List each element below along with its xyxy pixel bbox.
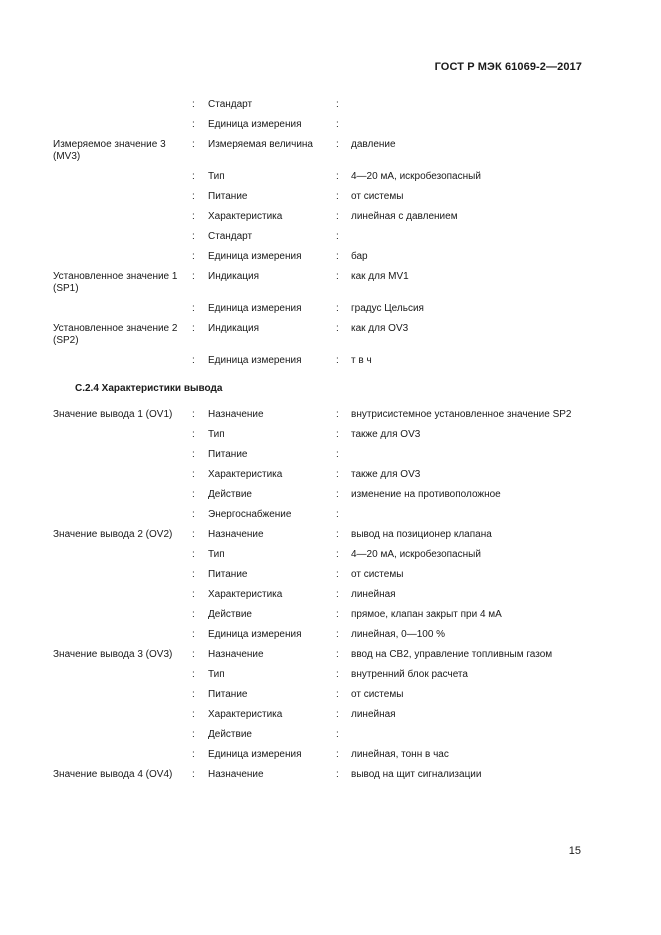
spec-row <box>53 627 593 647</box>
row-group-label <box>53 727 192 747</box>
row-group-label <box>53 427 192 447</box>
colon-separator: : <box>192 231 195 242</box>
row-parameter: Назначение <box>208 649 264 660</box>
row-value: 4—20 мА, искробезопасный <box>351 549 481 560</box>
spec-row <box>53 117 593 137</box>
colon-separator: : <box>192 119 195 130</box>
row-value: линейная <box>351 589 396 600</box>
row-parameter: Единица измерения <box>208 119 302 130</box>
row-value: давление <box>351 139 396 150</box>
row-parameter: Единица измерения <box>208 251 302 262</box>
colon-separator: : <box>192 749 195 760</box>
row-value <box>351 97 593 117</box>
row-value: т в ч <box>351 355 372 366</box>
spec-table <box>53 97 593 787</box>
row-group-label: Установленное значение 2 (SP2) <box>53 323 178 346</box>
row-parameter: Тип <box>208 669 225 680</box>
colon-separator: : <box>192 303 195 314</box>
row-value: внутрисистемное установленное значение SP2 <box>351 409 572 420</box>
row-value: также для OV3 <box>351 429 421 440</box>
row-parameter: Характеристика <box>208 211 283 222</box>
row-group-label <box>53 687 192 707</box>
row-value <box>351 229 593 249</box>
colon-separator: : <box>336 469 339 480</box>
row-group-label <box>53 467 192 487</box>
row-group-label <box>53 487 192 507</box>
spec-row <box>53 507 593 527</box>
spec-content <box>53 97 593 787</box>
row-group-label <box>53 97 192 117</box>
row-parameter: Индикация <box>208 323 260 334</box>
row-parameter: Энергоснабжение <box>208 509 292 520</box>
colon-separator: : <box>336 99 339 110</box>
spec-row <box>53 467 593 487</box>
colon-separator: : <box>192 191 195 202</box>
row-parameter: Назначение <box>208 409 264 420</box>
row-parameter: Действие <box>208 609 252 620</box>
spec-row <box>53 747 593 767</box>
colon-separator: : <box>336 231 339 242</box>
page-number: 15 <box>568 845 581 857</box>
colon-separator: : <box>192 271 195 282</box>
row-group-label: Измеряемое значение 3 (MV3) <box>53 139 166 162</box>
row-value <box>351 507 593 527</box>
row-parameter: Действие <box>208 729 252 740</box>
row-parameter: Единица измерения <box>208 355 302 366</box>
colon-separator: : <box>336 729 339 740</box>
row-value: бар <box>351 251 368 262</box>
colon-separator: : <box>336 529 339 540</box>
colon-separator: : <box>336 191 339 202</box>
spec-row <box>53 353 593 373</box>
row-parameter: Единица измерения <box>208 303 302 314</box>
colon-separator: : <box>192 529 195 540</box>
row-group-label <box>53 507 192 527</box>
row-group-label <box>53 353 192 373</box>
row-group-label <box>53 209 192 229</box>
colon-separator: : <box>192 709 195 720</box>
row-value: как для MV1 <box>351 271 409 282</box>
spec-row <box>53 269 593 301</box>
spec-row <box>53 727 593 747</box>
colon-separator: : <box>336 549 339 560</box>
row-value: от системы <box>351 191 404 202</box>
colon-separator: : <box>336 211 339 222</box>
colon-separator: : <box>192 629 195 640</box>
row-parameter: Назначение <box>208 529 264 540</box>
row-value: внутренний блок расчета <box>351 669 468 680</box>
colon-separator: : <box>336 709 339 720</box>
row-value: линейная, тонн в час <box>351 749 449 760</box>
spec-row <box>53 587 593 607</box>
row-value: как для OV3 <box>351 323 409 334</box>
spec-row <box>53 607 593 627</box>
colon-separator: : <box>336 749 339 760</box>
row-group-label <box>53 547 192 567</box>
spec-row <box>53 767 593 787</box>
row-value <box>351 447 593 467</box>
colon-separator: : <box>192 649 195 660</box>
row-parameter: Тип <box>208 549 225 560</box>
row-value: изменение на противоположное <box>351 489 501 500</box>
row-parameter: Характеристика <box>208 709 283 720</box>
document-header: ГОСТ Р МЭК 61069-2—2017 <box>434 61 582 73</box>
spec-row <box>53 687 593 707</box>
colon-separator: : <box>192 569 195 580</box>
row-value: линейная <box>351 709 396 720</box>
spec-row <box>53 567 593 587</box>
colon-separator: : <box>336 609 339 620</box>
row-parameter: Измеряемая величина <box>208 139 313 150</box>
colon-separator: : <box>336 429 339 440</box>
colon-separator: : <box>192 589 195 600</box>
colon-separator: : <box>336 119 339 130</box>
row-parameter: Питание <box>208 191 248 202</box>
row-group-label <box>53 667 192 687</box>
colon-separator: : <box>192 251 195 262</box>
colon-separator: : <box>336 509 339 520</box>
row-value <box>351 117 593 137</box>
colon-separator: : <box>336 449 339 460</box>
colon-separator: : <box>192 139 195 150</box>
spec-row <box>53 447 593 467</box>
row-group-label: Значение вывода 2 (OV2) <box>53 529 173 540</box>
row-group-label <box>53 249 192 269</box>
row-parameter: Питание <box>208 569 248 580</box>
spec-row <box>53 647 593 667</box>
spec-table-top <box>53 97 593 373</box>
spec-row <box>53 487 593 507</box>
colon-separator: : <box>336 489 339 500</box>
colon-separator: : <box>336 271 339 282</box>
row-group-label <box>53 189 192 209</box>
colon-separator: : <box>192 689 195 700</box>
colon-separator: : <box>336 769 339 780</box>
colon-separator: : <box>336 355 339 366</box>
row-value: также для OV3 <box>351 469 421 480</box>
row-group-label <box>53 117 192 137</box>
row-group-label: Значение вывода 1 (OV1) <box>53 409 173 420</box>
row-parameter: Стандарт <box>208 99 253 110</box>
row-group-label <box>53 627 192 647</box>
row-group-label <box>53 229 192 249</box>
colon-separator: : <box>192 549 195 560</box>
row-value: линейная, 0—100 % <box>351 629 446 640</box>
spec-row <box>53 301 593 321</box>
colon-separator: : <box>192 509 195 520</box>
row-value: линейная с давлением <box>351 211 458 222</box>
row-group-label <box>53 567 192 587</box>
colon-separator: : <box>192 469 195 480</box>
row-parameter: Индикация <box>208 271 260 282</box>
row-value: прямое, клапан закрыт при 4 мА <box>351 609 502 620</box>
colon-separator: : <box>192 449 195 460</box>
spec-row <box>53 169 593 189</box>
spec-row <box>53 667 593 687</box>
colon-separator: : <box>192 729 195 740</box>
colon-separator: : <box>336 669 339 680</box>
colon-separator: : <box>192 769 195 780</box>
row-group-label <box>53 447 192 467</box>
colon-separator: : <box>336 323 339 334</box>
spec-row <box>53 97 593 117</box>
row-value <box>351 727 593 747</box>
spec-row <box>53 137 593 169</box>
row-parameter: Питание <box>208 689 248 700</box>
spec-row <box>53 547 593 567</box>
row-parameter: Тип <box>208 429 225 440</box>
colon-separator: : <box>336 649 339 660</box>
spec-row <box>53 527 593 547</box>
colon-separator: : <box>336 303 339 314</box>
colon-separator: : <box>192 609 195 620</box>
colon-separator: : <box>192 99 195 110</box>
colon-separator: : <box>192 355 195 366</box>
spec-row <box>53 407 593 427</box>
colon-separator: : <box>192 211 195 222</box>
colon-separator: : <box>336 251 339 262</box>
colon-separator: : <box>336 629 339 640</box>
row-group-label <box>53 607 192 627</box>
row-value: от системы <box>351 689 404 700</box>
row-value: градус Цельсия <box>351 303 424 314</box>
colon-separator: : <box>192 409 195 420</box>
row-parameter: Единица измерения <box>208 629 302 640</box>
colon-separator: : <box>192 489 195 500</box>
row-value: вывод на щит сигнализации <box>351 769 482 780</box>
row-parameter: Характеристика <box>208 469 283 480</box>
row-parameter: Стандарт <box>208 231 253 242</box>
colon-separator: : <box>336 689 339 700</box>
colon-separator: : <box>336 171 339 182</box>
colon-separator: : <box>336 409 339 420</box>
spec-row <box>53 189 593 209</box>
row-group-label: Установленное значение 1 (SP1) <box>53 271 178 294</box>
row-group-label: Значение вывода 4 (OV4) <box>53 769 173 780</box>
row-parameter: Назначение <box>208 769 264 780</box>
row-parameter: Действие <box>208 489 252 500</box>
spec-row <box>53 427 593 447</box>
row-value: ввод на СВ2, управление топливным газом <box>351 649 553 660</box>
colon-separator: : <box>192 429 195 440</box>
row-group-label <box>53 587 192 607</box>
row-value: от системы <box>351 569 404 580</box>
row-value: вывод на позиционер клапана <box>351 529 492 540</box>
colon-separator: : <box>192 171 195 182</box>
colon-separator: : <box>336 589 339 600</box>
row-parameter: Питание <box>208 449 248 460</box>
colon-separator: : <box>192 323 195 334</box>
spec-row <box>53 707 593 727</box>
colon-separator: : <box>192 669 195 680</box>
spec-row <box>53 209 593 229</box>
spec-row <box>53 249 593 269</box>
row-group-label <box>53 301 192 321</box>
colon-separator: : <box>336 139 339 150</box>
row-group-label: Значение вывода 3 (OV3) <box>53 649 173 660</box>
row-value: 4—20 мА, искробезопасный <box>351 171 481 182</box>
row-parameter: Характеристика <box>208 589 283 600</box>
colon-separator: : <box>336 569 339 580</box>
row-group-label <box>53 747 192 767</box>
row-parameter: Единица измерения <box>208 749 302 760</box>
section-title: С.2.4 Характеристики вывода <box>75 383 223 394</box>
spec-row <box>53 321 593 353</box>
row-parameter: Тип <box>208 171 225 182</box>
row-group-label <box>53 169 192 189</box>
section-heading-block <box>53 373 593 407</box>
row-group-label <box>53 707 192 727</box>
spec-table-bottom <box>53 407 593 787</box>
spec-row <box>53 229 593 249</box>
